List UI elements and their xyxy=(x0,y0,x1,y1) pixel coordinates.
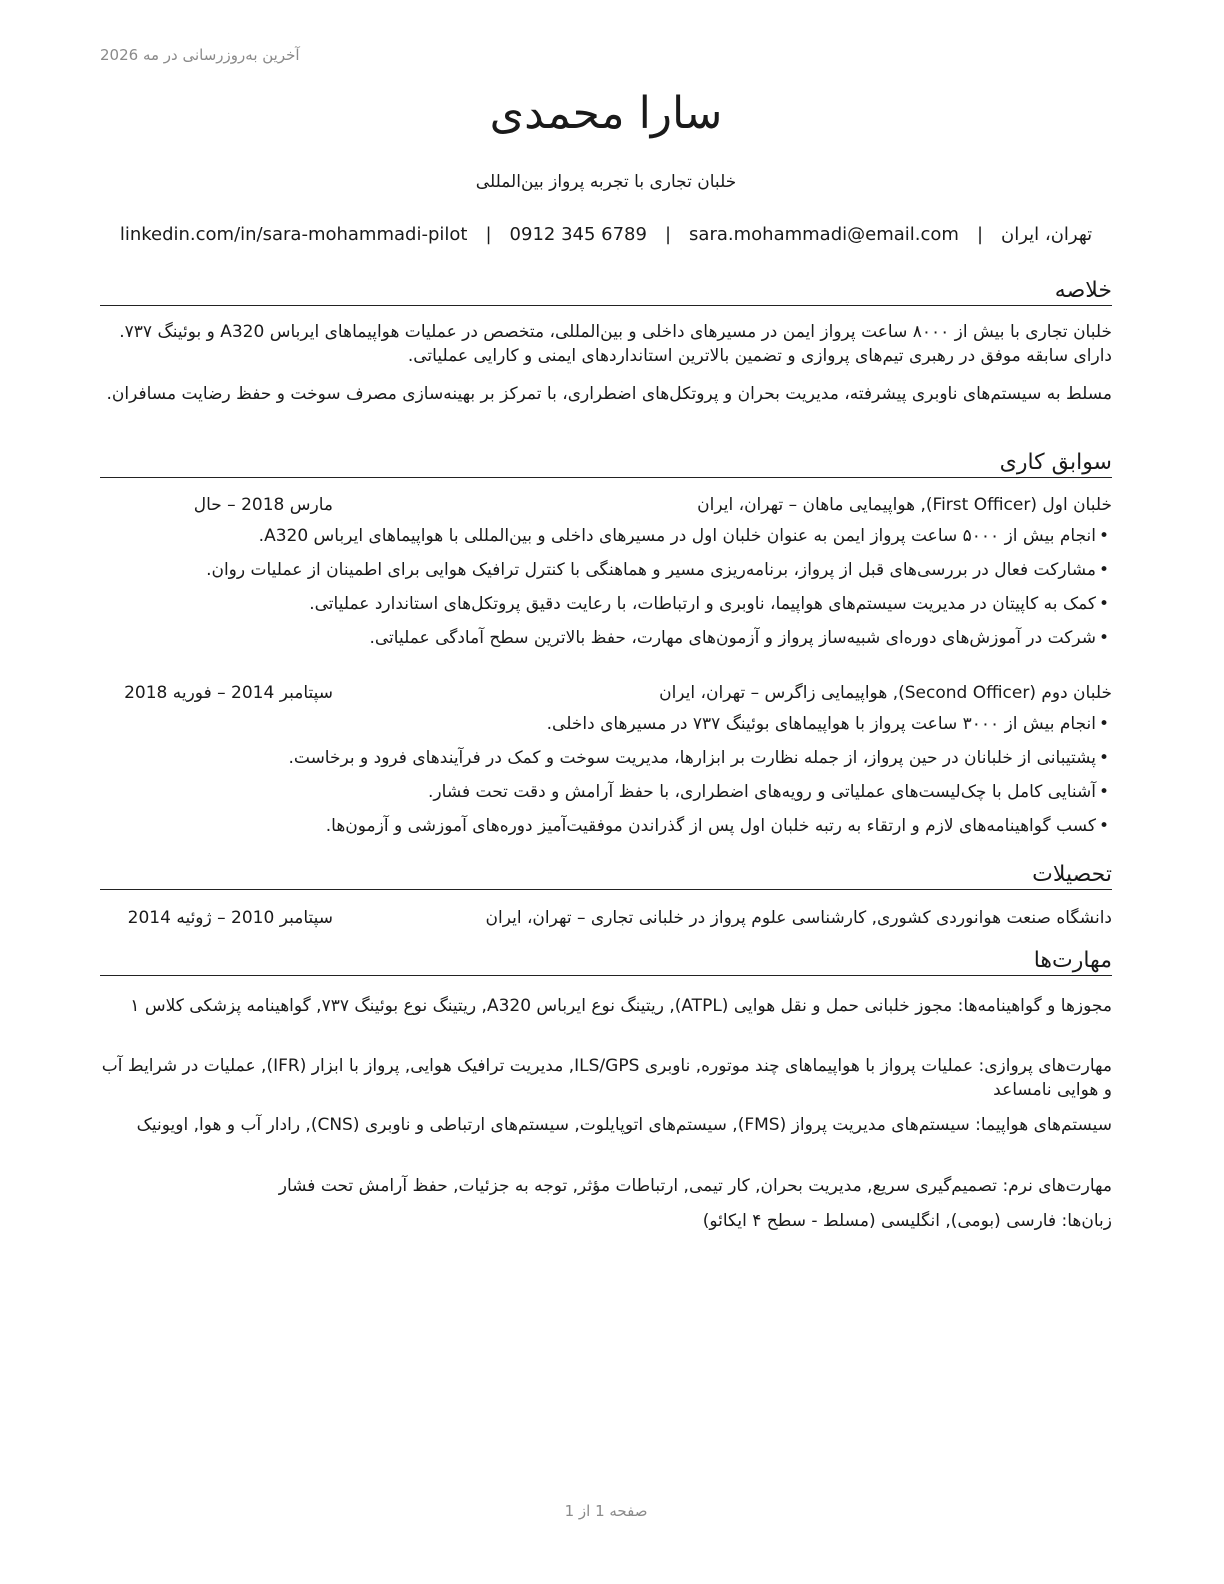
contact-linkedin[interactable]: linkedin.com/in/sara-mohammadi-pilot xyxy=(119,224,468,245)
summary-heading: خلاصه xyxy=(100,277,1112,306)
list-item: •کسب گواهینامه‌های لازم و ارتقاء به رتبه خلبان اول پس از گذراندن موفقیت‌آمیز دوره‌های آموزشی و آزمون‌ها. xyxy=(325,816,1110,836)
skill-line: مهارت‌های پروازی: عملیات پرواز با هواپیماهای چند موتوره, ناوبری ILS/GPS, مدیریت ترافیک هوایی, پرواز با ابزار (IFR), عملیات در شرایط آب و هوایی نامساعد xyxy=(101,1056,1112,1100)
last-updated: آخرین به‌روزرسانی در مه 2026 xyxy=(100,46,300,64)
list-item: •کمک به کاپیتان در مدیریت سیستم‌های هواپیما، ناوبری و ارتباطات، با رعایت دقیق پروتکل‌های استاندارد عملیاتی. xyxy=(309,594,1110,614)
page-number: صفحه 1 از 1 xyxy=(564,1502,648,1520)
contact-email[interactable]: sara.mohammadi@email.com xyxy=(689,224,959,245)
skill-line: مهارت‌های نرم: تصمیم‌گیری سریع, مدیریت بحران, کار تیمی, ارتباطات مؤثر, توجه به جزئیات, حفظ آرامش تحت فشار xyxy=(278,1176,1112,1196)
list-item: •شرکت در آموزش‌های دوره‌ای شبیه‌ساز پرواز و آزمون‌های مهارت، حفظ بالاترین سطح آمادگی عملیاتی. xyxy=(369,628,1110,648)
job-title: خلبان دوم (Second Officer), هواپیمایی زاگرس – تهران، ایران xyxy=(659,683,1112,703)
job-bullets xyxy=(100,712,1112,848)
contact-phone[interactable]: 0912 345 6789 xyxy=(509,224,647,245)
summary-paragraph: مسلط به سیستم‌های ناوبری پیشرفته، مدیریت بحران و پروتکل‌های اضطراری، با تمرکز بر بهینه‌سازی مصرف سوخت و حفظ رضایت مسافران. xyxy=(106,384,1112,404)
list-item: •انجام بیش از ۵۰۰۰ ساعت پرواز ایمن به عنوان خلبان اول در مسیرهای داخلی و بین‌المللی با هواپیماهای ایرباس A320. xyxy=(258,526,1110,546)
job-title: خلبان اول (First Officer), هواپیمایی ماهان – تهران، ایران xyxy=(697,495,1112,515)
contact-location: تهران، ایران xyxy=(1001,224,1093,245)
person-name: سارا محمدی xyxy=(489,88,723,139)
job-dates: سپتامبر 2014 – فوریه 2018 xyxy=(124,683,333,703)
job-dates: مارس 2018 – حال xyxy=(193,495,333,515)
job-header xyxy=(100,681,1112,705)
education-title: دانشگاه صنعت هوانوردی کشوری, کارشناسی علوم پرواز در خلبانی تجاری – تهران، ایران xyxy=(485,908,1112,928)
tagline: خلبان تجاری با تجربه پرواز بین‌المللی xyxy=(475,172,737,192)
contact-separator: | xyxy=(976,224,984,245)
contact-line xyxy=(100,224,1112,245)
education-heading: تحصیلات xyxy=(100,861,1112,890)
contact-separator: | xyxy=(485,224,492,245)
job-bullets xyxy=(100,524,1112,660)
experience-heading: سوابق کاری xyxy=(100,449,1112,478)
contact-separator: | xyxy=(664,224,672,245)
resume-page xyxy=(100,0,1112,1584)
list-item: •آشنایی کامل با چک‌لیست‌های عملیاتی و رویه‌های اضطراری، با حفظ آرامش و دقت تحت فشار. xyxy=(428,782,1110,802)
list-item: •انجام بیش از ۳۰۰۰ ساعت پرواز با هواپیماهای بوئینگ ۷۳۷ در مسیرهای داخلی. xyxy=(546,714,1110,734)
job-header xyxy=(100,493,1112,517)
education-dates: سپتامبر 2010 – ژوئیه 2014 xyxy=(127,908,333,928)
skill-line: مجوزها و گواهینامه‌ها: مجوز خلبانی حمل و نقل هوایی (ATPL), ریتینگ نوع ایرباس A320, ریتینگ نوع بوئینگ ۷۳۷, گواهینامه پزشکی کلاس ۱ xyxy=(130,996,1112,1016)
list-item: •پشتیبانی از خلبانان در حین پرواز، از جمله نظارت بر ابزارها، مدیریت سوخت و کمک در فرآیندهای فرود و برخاست. xyxy=(288,748,1110,768)
education-entry xyxy=(100,906,1112,930)
list-item: •مشارکت فعال در بررسی‌های قبل از پرواز، برنامه‌ریزی مسیر و هماهنگی با کنترل ترافیک هوایی برای اطمینان از عملیات روان. xyxy=(206,560,1110,580)
summary-paragraph: خلبان تجاری با بیش از ۸۰۰۰ ساعت پرواز ایمن در مسیرهای داخلی و بین‌المللی، متخصص در عملیات هواپیماهای ایرباس A320 و بوئینگ ۷۳۷. دارای سابقه موفق در رهبری تیم‌های پروازی و تضمین بالاترین استانداردهای ایمنی و کارایی عملیاتی. xyxy=(119,322,1112,366)
skills-heading: مهارت‌ها xyxy=(100,947,1112,976)
skill-line: سیستم‌های هواپیما: سیستم‌های مدیریت پرواز (FMS), سیستم‌های اتوپایلوت, سیستم‌های ارتباطی و ناوبری (CNS), رادار آب و هوا, اویونیک xyxy=(136,1115,1112,1135)
skill-line: زبان‌ها: فارسی (بومی), انگلیسی (مسلط - سطح ۴ ایکائو) xyxy=(702,1211,1112,1231)
